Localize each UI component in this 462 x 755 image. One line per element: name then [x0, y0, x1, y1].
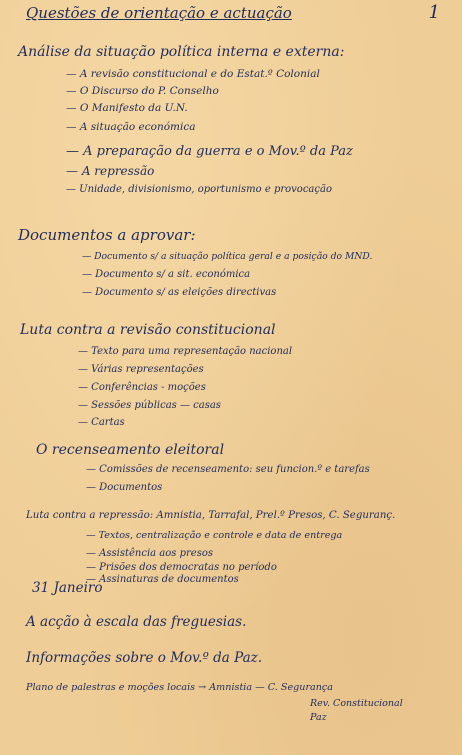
- date-heading: 31 Janeiro: [32, 580, 103, 596]
- list-item: — O Manifesto da U.N.: [66, 102, 188, 114]
- list-item: — Prisões dos democratas no período: [86, 562, 277, 573]
- list-item: — Várias representações: [78, 364, 204, 375]
- section-heading-political-analysis: Análise da situação política interna e externa:: [18, 44, 345, 60]
- list-item: — A situação económica: [66, 121, 196, 133]
- agenda-subnote: Paz: [310, 712, 327, 723]
- list-item: — A repressão: [66, 164, 155, 178]
- section-heading-constitutional-revision: Luta contra a revisão constitucional: [20, 322, 276, 338]
- list-item: — Documento s/ as eleições directivas: [82, 287, 277, 298]
- list-item: — Sessões públicas — casas: [78, 400, 221, 411]
- page-title: Questões de orientação e actuação: [26, 4, 292, 22]
- list-item: — Texto para uma representação nacional: [78, 346, 293, 357]
- page-number: 1: [428, 2, 440, 23]
- agenda-line: A acção à escala das freguesias.: [26, 614, 247, 630]
- list-item: — Conferências - moções: [78, 382, 206, 393]
- section-heading-repression: Luta contra a repressão: Amnistia, Tarrafal, Prel.º Presos, C. Seguranç.: [26, 510, 396, 521]
- list-item: — Textos, centralização e controle e data de entrega: [86, 530, 343, 541]
- list-item: — Documento s/ a situação política geral e a posição do MND.: [82, 251, 373, 262]
- list-item: — A revisão constitucional e do Estat.º Colonial: [66, 68, 320, 80]
- agenda-line: Plano de palestras e moções locais → Amnistia — C. Segurança: [26, 682, 334, 693]
- list-item: — Documentos: [86, 482, 163, 493]
- agenda-line: Informações sobre o Mov.º da Paz.: [26, 650, 263, 666]
- list-item: — Unidade, divisionismo, oportunismo e provocação: [66, 184, 332, 195]
- list-item: — Documento s/ a sit. económica: [82, 269, 251, 280]
- list-item: — O Discurso do P. Conselho: [66, 85, 219, 97]
- section-heading-electoral-census: O recenseamento eleitoral: [36, 442, 225, 458]
- list-item: — Assinaturas de documentos: [86, 574, 239, 585]
- section-heading-documents: Documentos a aprovar:: [18, 226, 196, 244]
- list-item: — Cartas: [78, 417, 125, 428]
- list-item: — A preparação da guerra e o Mov.º da Paz: [66, 144, 353, 159]
- list-item: — Assistência aos presos: [86, 548, 213, 559]
- list-item: — Comissões de recenseamento: seu funcion.º e tarefas: [86, 464, 370, 475]
- agenda-subnote: Rev. Constitucional: [310, 698, 403, 709]
